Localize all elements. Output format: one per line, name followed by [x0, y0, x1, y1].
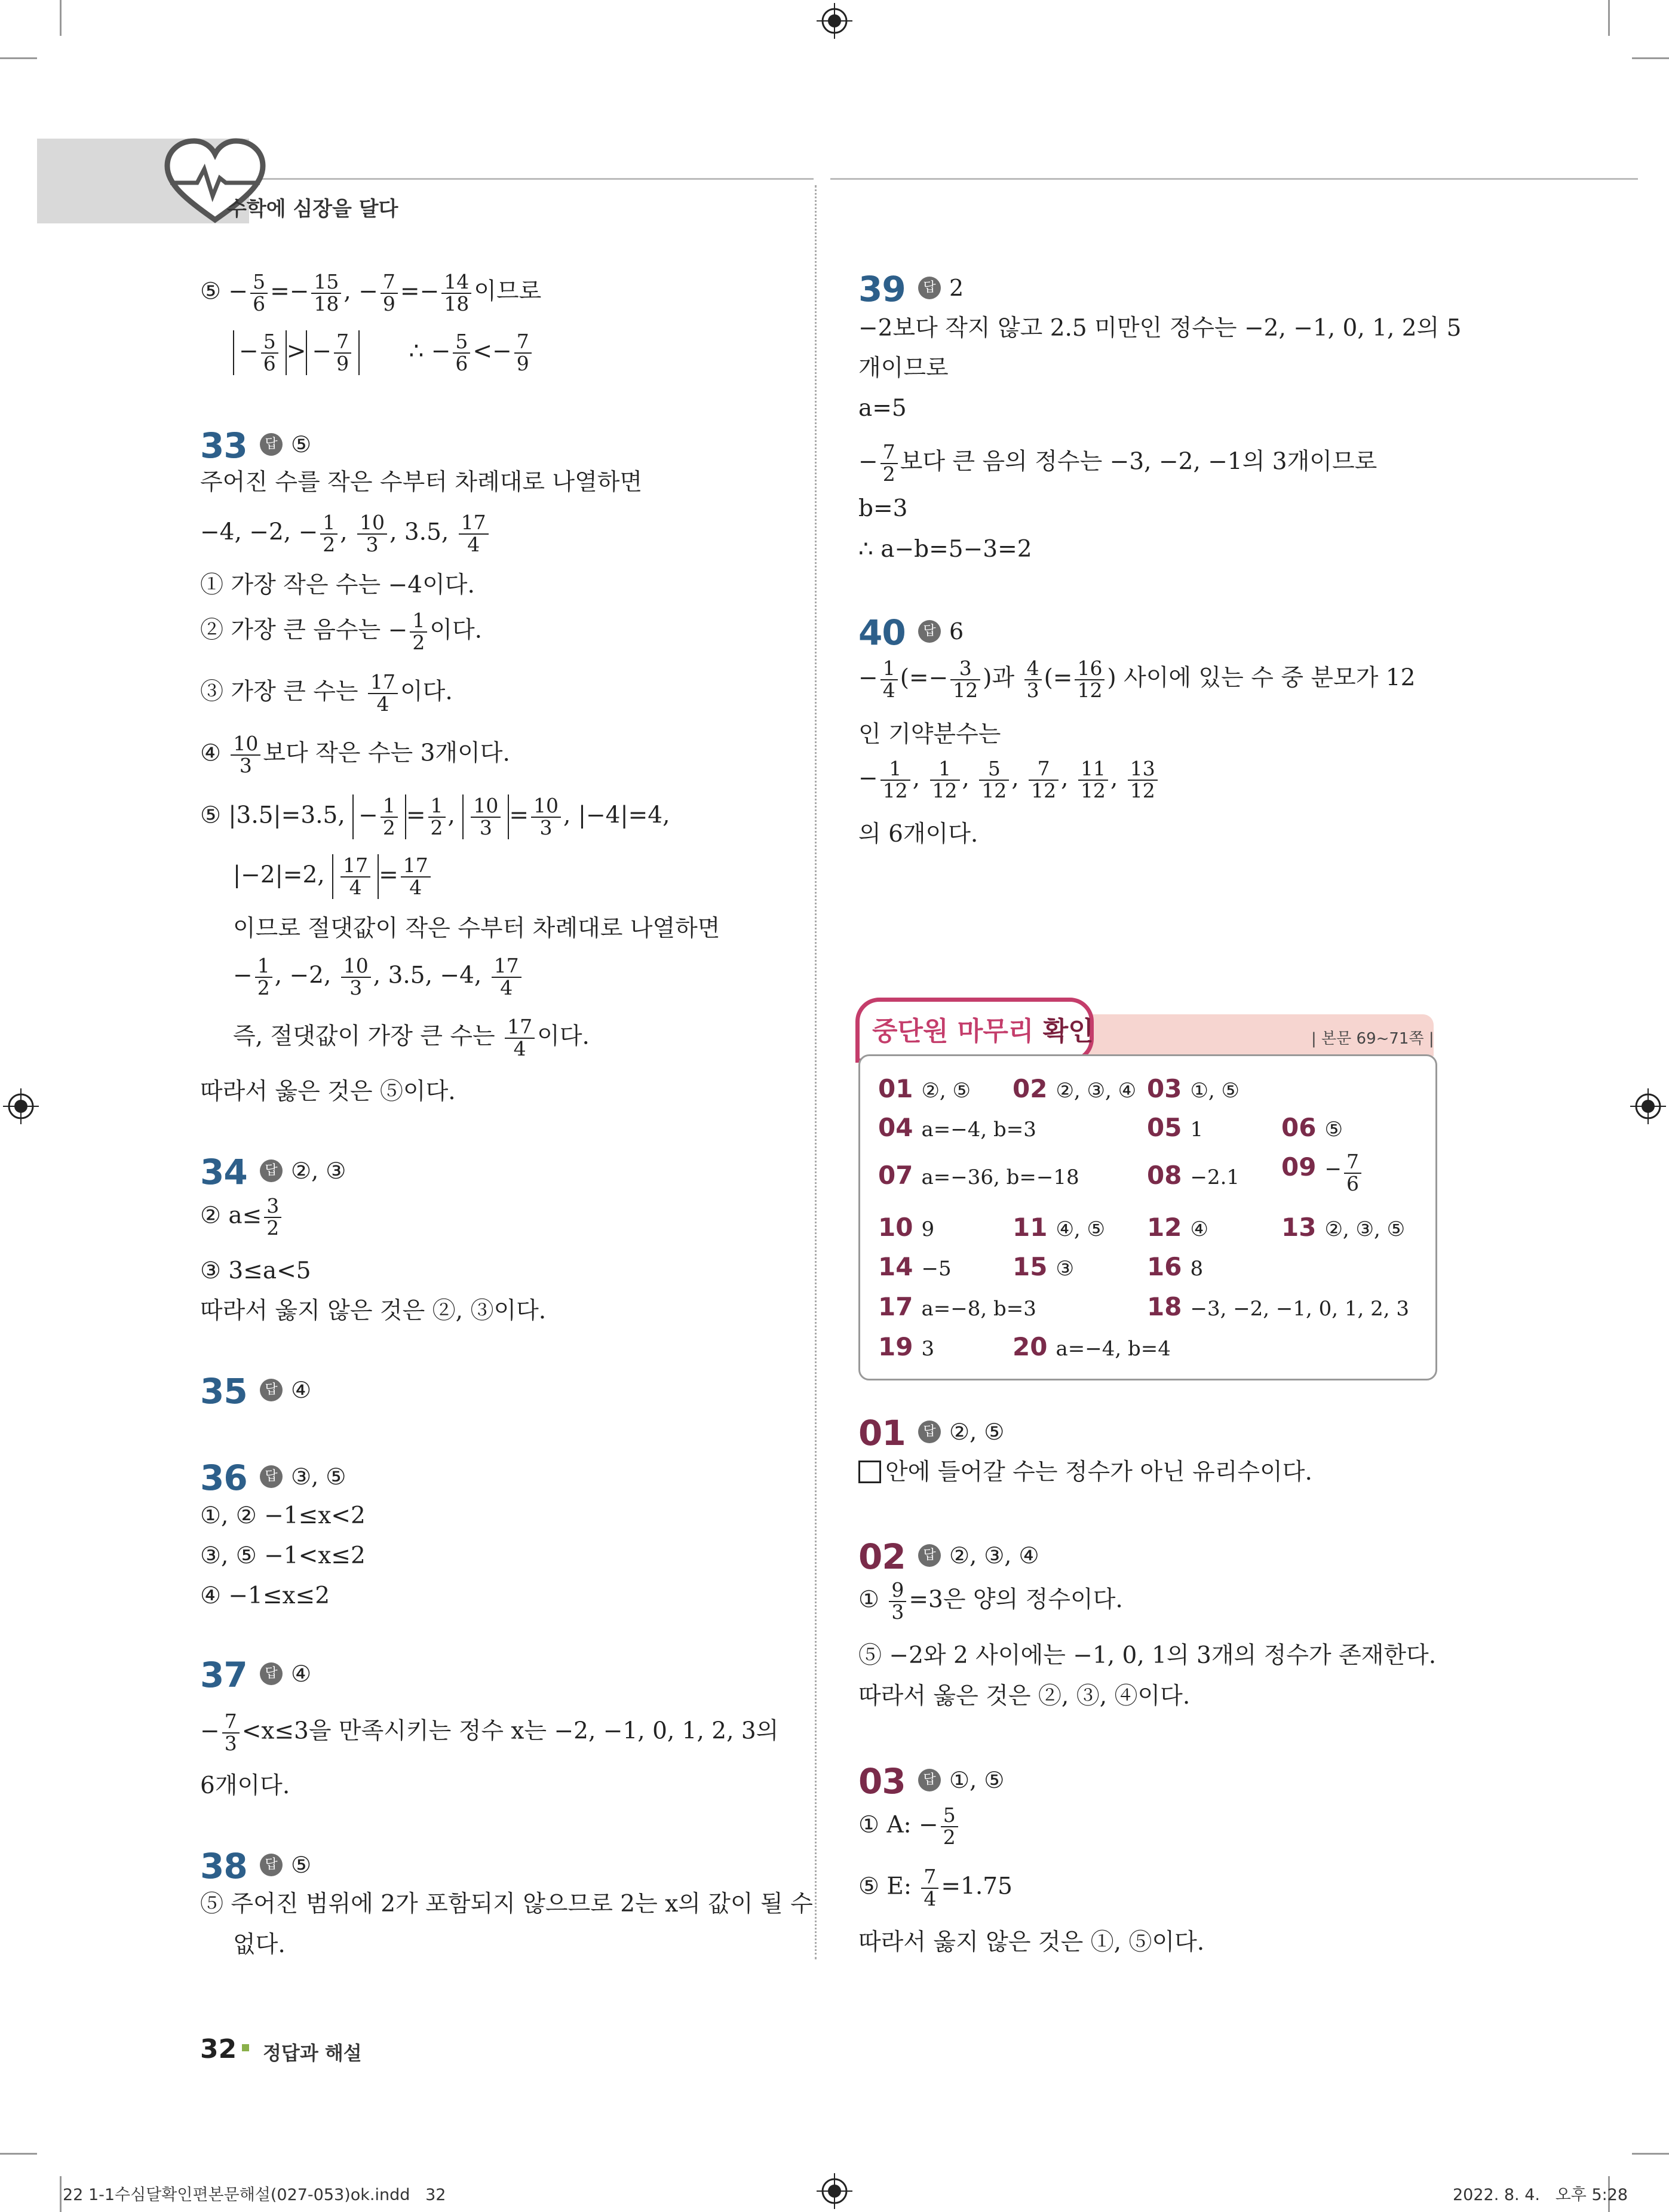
answer-line: 답 ②, ③ [242, 1158, 346, 1184]
q38-line: ⑤ 주어진 범위에 2가 포함되지 않으므로 2는 x의 값이 될 수 [200, 1891, 813, 1918]
summary-item: 18 −3, −2, −1, 0, 1, 2, 3 [1147, 1292, 1410, 1321]
q36-line: ④ −1≤x≤2 [200, 1582, 330, 1609]
answer-badge-icon: 답 [260, 433, 283, 456]
summary-item: 07 a=−36, b=−18 [878, 1161, 1079, 1190]
question-number: 40 [858, 612, 906, 653]
q38-line: 없다. [233, 1931, 286, 1958]
q34-line: ③ 3≤a<5 [200, 1257, 311, 1284]
q33-line: 따라서 옳은 것은 ⑤이다. [200, 1078, 456, 1105]
q40-line: − $\frac{1}{4}$ (=− $\frac{3}{12}$ )과 $\frac{4}{3}$ (= $\frac{16}{12}$ ) 사이에 있는 수 중 분모가 12 [858, 656, 1416, 702]
summary-item: 13 ②, ③, ⑤ [1281, 1213, 1406, 1242]
q39-line: 개이므로 [858, 355, 949, 382]
q34-line: 따라서 옳지 않은 것은 ②, ③이다. [200, 1297, 547, 1324]
summary-item: 09 − $\frac{7}{6}$ [1281, 1152, 1364, 1194]
crop-mark [60, 0, 62, 36]
q37-line: − $\frac{7}{3}$ <x≤3을 만족시키는 정수 x는 −2, −1, 0, 1, 2, 3의 [200, 1710, 779, 1755]
crop-mark [60, 2176, 62, 2212]
question-number: 01 [858, 1413, 906, 1453]
q33-line: ① 가장 작은 수는 −4이다. [200, 572, 475, 599]
crop-mark [1632, 57, 1669, 59]
crop-mark [0, 57, 37, 59]
answer-line: 답 ④ [242, 1661, 311, 1687]
answer-badge-icon: 답 [918, 1769, 941, 1791]
summary-item: 10 9 [878, 1213, 935, 1242]
s02-line: ① $\frac{9}{3}$ =3은 양의 정수이다. [858, 1578, 1123, 1624]
summary-item: 11 ④, ⑤ [1013, 1213, 1106, 1242]
question-number: 35 [200, 1371, 247, 1412]
q40-line: − $\frac{1}{12}$ , $\frac{1}{12}$ , $\frac{5}{12}$ , $\frac{7}{12}$ , $\frac{11}{12}$ , $\frac{13}{12}$ [858, 759, 1160, 801]
answer-badge-icon: 답 [918, 1421, 941, 1443]
column-divider [815, 185, 817, 1959]
question-number: 03 [858, 1761, 906, 1802]
q36-line: ③, ⑤ −1<x≤2 [200, 1542, 366, 1569]
summary-item: 04 a=−4, b=3 [878, 1113, 1036, 1142]
registration-mark-icon [1630, 1088, 1666, 1124]
registration-mark-icon [817, 2173, 852, 2209]
header-rule [249, 178, 814, 180]
crop-mark [1632, 2153, 1669, 2155]
answer-badge-icon: 답 [918, 277, 941, 299]
answer-line: 답 ①, ⑤ [900, 1767, 1004, 1793]
answer-line: 답 ②, ③, ④ [900, 1542, 1039, 1569]
q33-line: 주어진 수를 작은 수부터 차례대로 나열하면 [200, 469, 643, 496]
summary-item: 20 a=−4, b=4 [1013, 1332, 1171, 1361]
answer-line: 답 ④ [242, 1377, 311, 1403]
page-number: 32 [200, 2034, 237, 2064]
answer-line: 답 ⑤ [242, 431, 311, 458]
answer-line: 답 6 [900, 618, 964, 645]
answer-badge-icon: 답 [260, 1159, 283, 1182]
summary-box [858, 1054, 1437, 1380]
answer-line: 답 ②, ⑤ [900, 1419, 1004, 1445]
q33-line: ② 가장 큰 음수는 − $\frac{1}{2}$ 이다. [200, 609, 483, 654]
summary-item: 17 a=−8, b=3 [878, 1292, 1036, 1321]
q40-line: 인 기약분수는 [858, 721, 1001, 748]
q39-line: − $\frac{7}{2}$ 보다 큰 음의 정수는 −3, −2, −1의 3개이므로 [858, 440, 1377, 486]
answer-line: 답 ⑤ [242, 1852, 311, 1878]
q33-line: ④ $\frac{10}{3}$ 보다 작은 수는 3개이다. [200, 732, 510, 777]
q33-line: 즉, 절댓값이 가장 큰 수는 $\frac{17}{4}$ 이다. [233, 1015, 590, 1060]
q37-line: 6개이다. [200, 1772, 290, 1799]
summary-item: 06 ⑤ [1281, 1113, 1343, 1142]
q39-line: ∴ a−b=5−3=2 [858, 536, 1032, 563]
p32-line-2: − $\frac{5}{6}$ > − $\frac{7}{9}$ ∴ − $\frac{5}{6}$ <− $\frac{7}{9}$ [233, 330, 534, 375]
question-number: 36 [200, 1458, 247, 1498]
s01-line: 안에 들어갈 수는 정수가 아닌 유리수이다. [885, 1459, 1312, 1486]
crop-mark [1608, 0, 1610, 36]
summary-item: 08 −2.1 [1147, 1161, 1240, 1190]
footer-date: 2022. 8. 4. 오후 5:28 [1453, 2186, 1628, 2204]
question-number: 37 [200, 1655, 247, 1695]
q39-line: b=3 [858, 495, 908, 522]
s03-line: ① A: − $\frac{5}{2}$ [858, 1805, 961, 1848]
registration-mark-icon [817, 3, 852, 39]
summary-item: 05 1 [1147, 1113, 1204, 1142]
q40-line: 의 6개이다. [858, 821, 978, 848]
answer-badge-icon: 답 [260, 1662, 283, 1685]
answer-badge-icon: 답 [260, 1854, 283, 1876]
q39-line: −2보다 작지 않고 2.5 미만인 정수는 −2, −1, 0, 1, 2의 5 [858, 315, 1462, 342]
q33-line: − $\frac{1}{2}$ , −2, $\frac{10}{3}$ , 3.5, −4, $\frac{17}{4}$ [233, 956, 524, 998]
q33-line: |−2|=2, $\frac{17}{4}$ = $\frac{17}{4}$ [233, 854, 433, 899]
answer-badge-icon: 답 [260, 1465, 283, 1488]
question-number: 33 [200, 425, 247, 466]
answer-badge-icon: 답 [918, 1544, 941, 1567]
header-rule [830, 178, 1638, 180]
s02-line: 따라서 옳은 것은 ②, ③, ④이다. [858, 1683, 1191, 1710]
summary-item: 02 ②, ③, ④ [1013, 1074, 1137, 1103]
summary-item: 01 ②, ⑤ [878, 1074, 971, 1103]
q36-line: ①, ② −1≤x<2 [200, 1502, 366, 1529]
q33-line: −4, −2, − $\frac{1}{2}$ , $\frac{10}{3}$ , 3.5, $\frac{17}{4}$ [200, 513, 491, 555]
summary-item: 14 −5 [878, 1252, 952, 1281]
s03-line: ⑤ E: $\frac{7}{4}$ =1.75 [858, 1865, 1013, 1910]
question-number: 39 [858, 269, 906, 309]
summary-item: 12 ④ [1147, 1213, 1208, 1242]
q33-line: ⑤ |3.5|=3.5, − $\frac{1}{2}$ = $\frac{1}{2}$ , $\frac{10}{3}$ = $\frac{10}{3}$ , |−4|=4, [200, 794, 670, 839]
q34-line: ② a≤ $\frac{3}{2}$ [200, 1196, 284, 1238]
question-number: 34 [200, 1152, 247, 1192]
footer-square-icon [242, 2044, 249, 2051]
header-brand: 수학에 심장을 달다 [227, 197, 398, 221]
s03-line: 따라서 옳지 않은 것은 ①, ⑤이다. [858, 1929, 1205, 1956]
summary-page-ref: | 본문 69~71쪽 | [1311, 1030, 1434, 1048]
footer-section: 정답과 해설 [263, 2042, 362, 2064]
summary-title: 중단원 마무리 확인 [872, 1016, 1094, 1047]
s02-line: ⑤ −2와 2 사이에는 −1, 0, 1의 3개의 정수가 존재한다. [858, 1642, 1437, 1669]
empty-box-icon [858, 1461, 881, 1483]
q33-line: 이므로 절댓값이 작은 수부터 차례대로 나열하면 [233, 915, 720, 942]
answer-line: 답 2 [900, 275, 964, 301]
p32-line-1: ⑤ − $\frac{5}{6}$ =− $\frac{15}{18}$ , − $\frac{7}{9}$ =− $\frac{14}{18}$ 이므로 [200, 270, 542, 315]
summary-item: 03 ①, ⑤ [1147, 1074, 1240, 1103]
answer-line: 답 ③, ⑤ [242, 1464, 346, 1490]
question-number: 38 [200, 1846, 247, 1886]
footer-file: 22 1-1수심달확인편본문해설(027-053)ok.indd 32 [63, 2186, 446, 2204]
crop-mark [0, 2153, 37, 2155]
summary-item: 16 8 [1147, 1252, 1204, 1281]
summary-item: 19 3 [878, 1332, 935, 1361]
answer-badge-icon: 답 [918, 620, 941, 643]
q33-line: ③ 가장 큰 수는 $\frac{17}{4}$ 이다. [200, 670, 453, 716]
summary-item: 15 ③ [1013, 1252, 1074, 1281]
q39-line: a=5 [858, 395, 907, 422]
question-number: 02 [858, 1536, 906, 1577]
answer-badge-icon: 답 [260, 1379, 283, 1401]
registration-mark-icon [3, 1088, 39, 1124]
